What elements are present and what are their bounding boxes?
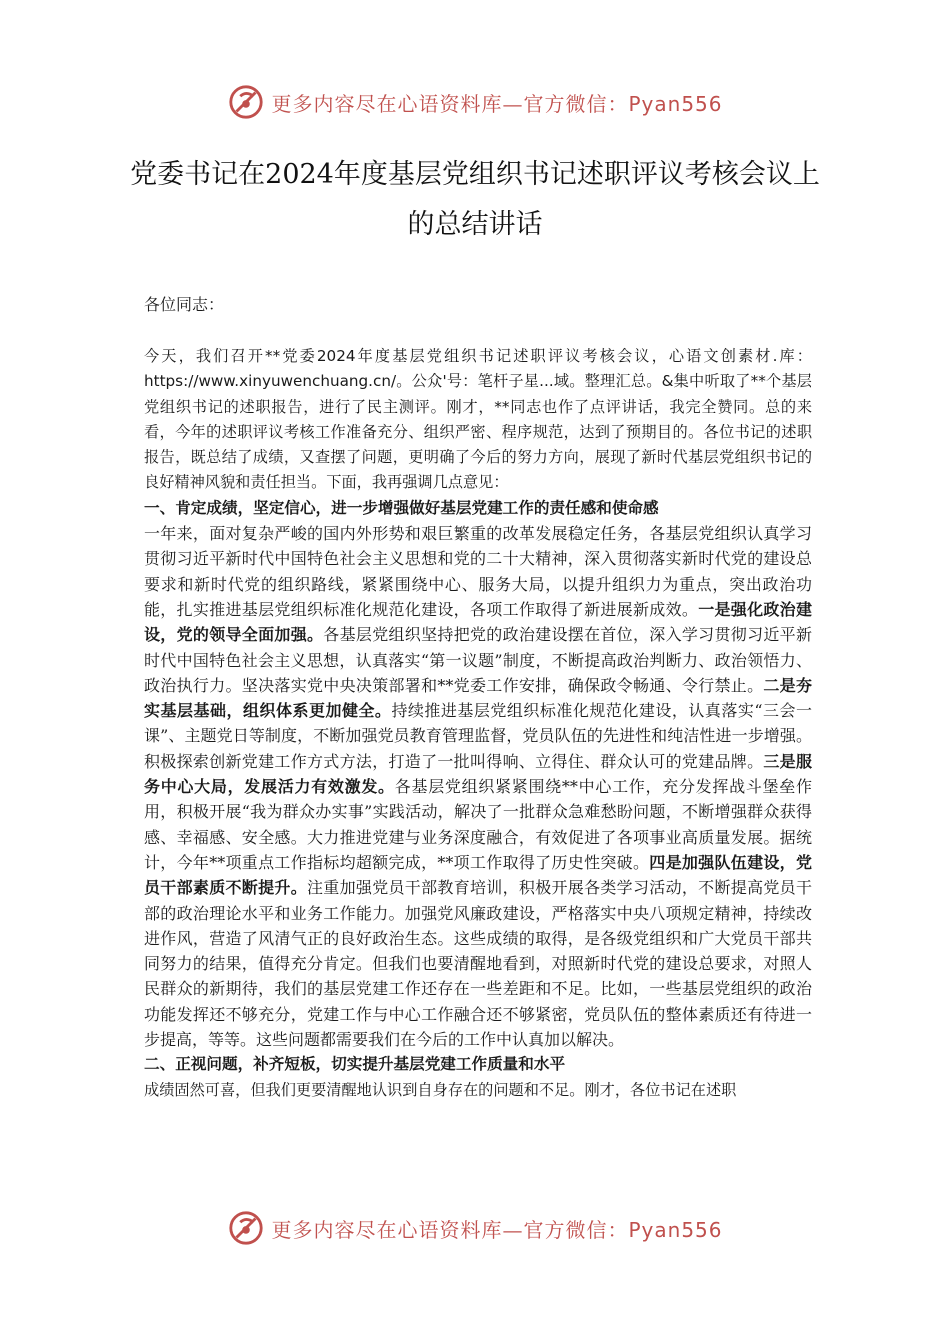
- watermark-text: 更多内容尽在心语资料库—官方微信：Pyan556: [271, 91, 723, 116]
- greeting: 各位同志：: [144, 295, 225, 314]
- section1-point-3: 三是服务中心大局，发展活力有效激发。: [144, 751, 812, 797]
- document-title: 党委书记在2024年度基层党组织书记述职评议考核会议上的总结讲话: [130, 159, 820, 240]
- section1-text-1: 一年来，面对复杂严峻的国内外形势和艰巨繁重的改革发展稳定任务，各基层党组织认真学习贯彻习近平新时代中国特色社会主义思想和党的二十大精神，深入贯彻落实新时代党的建设总要求和新时代党的组织路线，紧紧围绕中心、服务大局，以提升组织力为重点，突出政治功能，扎实推进基层党组织标准化规范化建设，各项工作取得了新进展新成效。: [144, 524, 812, 619]
- section1-text-4: 各基层党组织紧紧围绕**中心工作，充分发挥战斗堡垒作用，积极开展“我为群众办实事”实践活动，解决了一批群众急难愁盼问题，不断增强群众获得感、幸福感、安全感。大力推进党建与业务深度融合，有效促进了各项事业高质量发展。据统计，今年**项重点工作指标均超额完成，**项工作取得了历史性突破。: [144, 777, 812, 872]
- wechat-account: Pyan556: [628, 1217, 723, 1242]
- watermark-banner-top: [0, 82, 950, 122]
- watermark-banner-bottom: [0, 1208, 950, 1248]
- section1-text-2: 各基层党组织坚持把党的政治建设摆在首位，深入学习贯彻习近平新时代中国特色社会主义思想，认真落实“第一议题”制度，不断提高政治判断力、政治领悟力、政治执行力。坚决落实党中央决策部署和**党委工作安排，确保政令畅通、令行禁止。: [144, 625, 812, 695]
- section1-paragraph: [144, 521, 812, 1052]
- section-heading-1: 一、肯定成绩，坚定信心，进一步增强做好基层党建工作的责任感和使命感: [144, 498, 659, 517]
- section1-text-3: 持续推进基层党组织标准化规范化建设，认真落实“三会一课”、主题党日等制度，不断加强党员教育管理监督，党员队伍的先进性和纯洁性进一步增强。积极探索创新党建工作方式方法，打造了一批叫得响、立得住、群众认可的党建品牌。: [144, 701, 812, 771]
- document-body: [144, 344, 812, 1103]
- section1-point-1: 一是强化政治建设，党的领导全面加强。: [144, 599, 812, 645]
- section1-point-2: 二是夯实基层基础，组织体系更加健全。: [144, 675, 812, 721]
- section1-text-5: 注重加强党员干部教育培训，积极开展各类学习活动，不断提高党员干部的政治理论水平和业务工作能力。加强党风廉政建设，严格落实中央八项规定精神，持续改进作风，营造了风清气正的良好政治生态。这些成绩的取得，是各级党组织和广大党员干部共同努力的结果，值得充分肯定。但我们也要清醒地看到，对照新时代党的建设总要求，对照人民群众的新期待，我们的基层党建工作还存在一些差距和不足。比如，一些基层党组织的政治功能发挥还不够充分，党建工作与中心工作融合还不够紧密，党员队伍的整体素质还有待进一步提高，等等。这些问题都需要我们在今后的工作中认真加以解决。: [144, 878, 812, 1050]
- brand-logo-icon: [227, 83, 265, 121]
- section1-point-4: 四是加强队伍建设，党员干部素质不断提升。: [144, 852, 812, 898]
- brand-logo-icon: [227, 1209, 265, 1247]
- section-heading-2: 二、正视问题，补齐短板，切实提升基层党建工作质量和水平: [144, 1055, 566, 1074]
- intro-paragraph: 今天，我们召开**党委2024年度基层党组织书记述职评议考核会议，心语文创素材.库：https://www.xinyuwenchuang.cn/。公众'号：笔杆子星...域。整理汇总。&集中听取了**个基层党组织书记的述职报告，进行了民主测评。刚才，**同志也作了点评讲话，我完全赞同。总的来看，今年的述职评议考核工作准备充分、组织严密、程序规范，达到了预期目的。各位书记的述职报告，既总结了成绩，又查摆了问题，更明确了今后的努力方向，展现了新时代基层党组织书记的良好精神风貌和责任担当。下面，我再强调几点意见：: [144, 347, 812, 492]
- watermark-text: 更多内容尽在心语资料库—官方微信：Pyan556: [271, 1217, 723, 1242]
- section2-paragraph: 成绩固然可喜，但我们更要清醒地认识到自身存在的问题和不足。刚才，各位书记在述职: [144, 1080, 737, 1099]
- wechat-account: Pyan556: [628, 91, 723, 116]
